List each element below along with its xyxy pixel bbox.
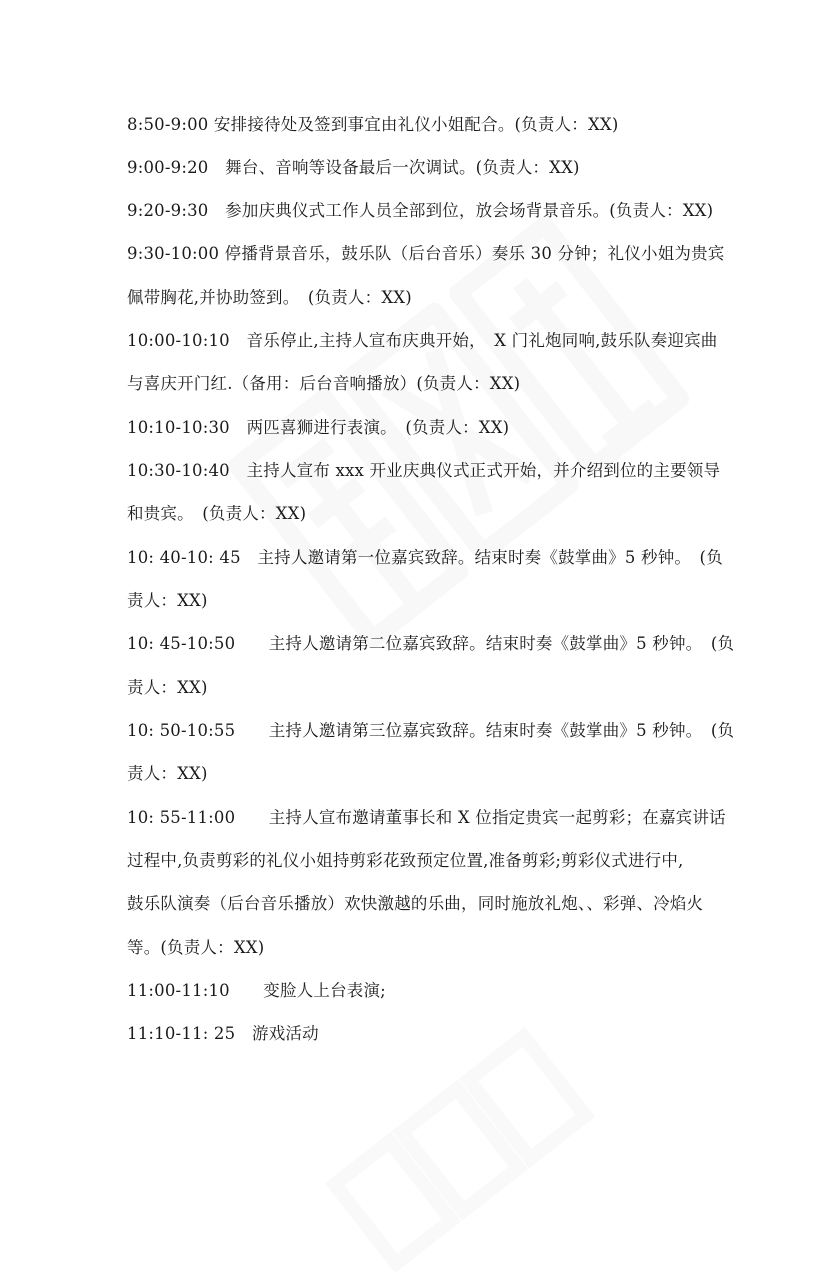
schedule-line: 和贵宾。 (负责人：XX) bbox=[127, 504, 307, 523]
schedule-line: 过程中,负责剪彩的礼仪小姐持剪彩花致预定位置,准备剪彩;剪彩仪式进行中, bbox=[127, 851, 684, 870]
schedule-line: 9:00-9:20 舞台、音响等设备最后一次调试。(负责人：XX) bbox=[127, 158, 580, 177]
schedule-line: 11:10-11: 25 游戏活动 bbox=[127, 1024, 319, 1043]
schedule-line: 10:10-10:30 两匹喜狮进行表演。 (负责人：XX) bbox=[127, 418, 510, 437]
watermark-logo-bottom bbox=[321, 1023, 600, 1277]
schedule-line: 10:00-10:10 音乐停止,主持人宣布庆典开始， X 门礼炮同响,鼓乐队奏迎宾曲 bbox=[127, 331, 718, 350]
schedule-line: 10: 55-11:00 主持人宣布邀请董事长和 X 位指定贵宾一起剪彩；在嘉宾讲话 bbox=[127, 808, 726, 827]
schedule-line: 鼓乐队演奏（后台音乐播放）欢快激越的乐曲，同时施放礼炮、、彩弹、冷焰火 bbox=[127, 894, 704, 913]
schedule-line: 责人：XX) bbox=[127, 764, 208, 783]
schedule-line: 责人：XX) bbox=[127, 591, 208, 610]
schedule-line: 责人：XX) bbox=[127, 678, 208, 697]
schedule-line: 9:20-9:30 参加庆典仪式工作人员全部到位，放会场背景音乐。(负责人：XX) bbox=[127, 201, 714, 220]
schedule-line: 11:00-11:10 变脸人上台表演; bbox=[127, 981, 386, 1000]
schedule-line: 10: 40-10: 45 主持人邀请第一位嘉宾致辞。结束时奏《鼓掌曲》5 秒钟。 (负 bbox=[127, 548, 723, 567]
schedule-line: 9:30-10:00 停播背景音乐，鼓乐队（后台音乐）奏乐 30 分钟；礼仪小姐为贵宾 bbox=[127, 244, 725, 263]
schedule-line: 10:30-10:40 主持人宣布 xxx 开业庆典仪式正式开始，并介绍到位的主要领导 bbox=[127, 461, 721, 480]
schedule-line: 8:50-9:00 安排接待处及签到事宜由礼仪小姐配合。(负责人：XX) bbox=[127, 115, 619, 134]
schedule-line: 佩带胸花,并协助签到。 (负责人：XX) bbox=[127, 288, 412, 307]
schedule-line: 等。(负责人：XX) bbox=[127, 938, 265, 957]
schedule-line: 10: 50-10:55 主持人邀请第三位嘉宾致辞。结束时奏《鼓掌曲》5 秒钟。 (负 bbox=[127, 721, 735, 740]
schedule-line: 10: 45-10:50 主持人邀请第二位嘉宾致辞。结束时奏《鼓掌曲》5 秒钟。 (负 bbox=[127, 634, 735, 653]
schedule-line: 与喜庆开门红.（备用：后台音响播放）(负责人：XX) bbox=[127, 374, 521, 393]
